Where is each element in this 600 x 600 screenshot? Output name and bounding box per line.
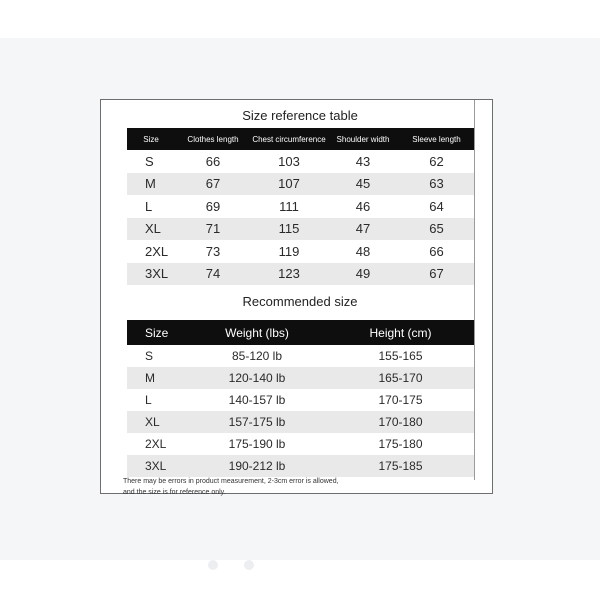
header-shoulder-width: Shoulder width xyxy=(327,128,399,150)
cell-weight: 140-157 lb xyxy=(187,389,327,411)
size-reference-table xyxy=(127,128,474,285)
table-row xyxy=(127,389,474,411)
header-height: Height (cm) xyxy=(327,320,474,345)
cell-height: 175-180 xyxy=(327,433,474,455)
cell-chest: 115 xyxy=(251,218,327,241)
cell-height: 155-165 xyxy=(327,345,474,367)
cell-weight: 157-175 lb xyxy=(187,411,327,433)
table-row xyxy=(127,150,474,173)
header-clothes-length: Clothes length xyxy=(175,128,251,150)
cell-weight: 120-140 lb xyxy=(187,367,327,389)
cell-size: 2XL xyxy=(127,240,175,263)
table-header-row xyxy=(127,128,474,150)
table-row xyxy=(127,173,474,196)
table-row xyxy=(127,240,474,263)
cell-height: 170-180 xyxy=(327,411,474,433)
carousel-dot[interactable] xyxy=(208,560,218,570)
cell-size: L xyxy=(127,195,175,218)
cell-size: M xyxy=(127,173,175,196)
table-row xyxy=(127,345,474,367)
table-row xyxy=(127,195,474,218)
cell-size: S xyxy=(127,150,175,173)
cell-sleeve: 67 xyxy=(399,263,474,286)
table-row xyxy=(127,455,474,477)
carousel-dots xyxy=(208,557,280,575)
note-line-1: There may be errors in product measurement, 2-3cm error is allowed, xyxy=(123,478,339,485)
table-row xyxy=(127,218,474,241)
cell-size: 2XL xyxy=(127,433,187,455)
table-header-row xyxy=(127,320,474,345)
header-chest-circumference: Chest circumference xyxy=(251,128,327,150)
cell-clothes-length: 71 xyxy=(175,218,251,241)
header-weight: Weight (lbs) xyxy=(187,320,327,345)
cell-clothes-length: 74 xyxy=(175,263,251,286)
cell-chest: 103 xyxy=(251,150,327,173)
cell-clothes-length: 73 xyxy=(175,240,251,263)
cell-clothes-length: 69 xyxy=(175,195,251,218)
cell-chest: 123 xyxy=(251,263,327,286)
cell-height: 175-185 xyxy=(327,455,474,477)
header-size: Size xyxy=(127,320,187,345)
cell-size: 3XL xyxy=(127,263,175,286)
cell-height: 165-170 xyxy=(327,367,474,389)
table-row xyxy=(127,433,474,455)
note-line-2: and the size is for reference only. xyxy=(123,489,226,496)
cell-shoulder: 45 xyxy=(327,173,399,196)
cell-sleeve: 62 xyxy=(399,150,474,173)
card-divider xyxy=(474,100,475,480)
carousel-dot[interactable] xyxy=(244,560,254,570)
size-reference-title: Size reference table xyxy=(242,108,358,123)
cell-weight: 85-120 lb xyxy=(187,345,327,367)
cell-weight: 175-190 lb xyxy=(187,433,327,455)
table-row xyxy=(127,367,474,389)
measurement-note xyxy=(123,476,423,498)
cell-sleeve: 66 xyxy=(399,240,474,263)
cell-shoulder: 46 xyxy=(327,195,399,218)
cell-sleeve: 63 xyxy=(399,173,474,196)
cell-chest: 107 xyxy=(251,173,327,196)
cell-size: L xyxy=(127,389,187,411)
cell-shoulder: 48 xyxy=(327,240,399,263)
cell-chest: 119 xyxy=(251,240,327,263)
cell-shoulder: 49 xyxy=(327,263,399,286)
table-row xyxy=(127,411,474,433)
cell-shoulder: 47 xyxy=(327,218,399,241)
cell-height: 170-175 xyxy=(327,389,474,411)
recommended-size-table xyxy=(127,320,474,477)
cell-clothes-length: 66 xyxy=(175,150,251,173)
cell-shoulder: 43 xyxy=(327,150,399,173)
cell-size: M xyxy=(127,367,187,389)
cell-sleeve: 65 xyxy=(399,218,474,241)
recommended-size-title: Recommended size xyxy=(242,294,358,309)
table-row xyxy=(127,263,474,286)
cell-size: XL xyxy=(127,411,187,433)
cell-sleeve: 64 xyxy=(399,195,474,218)
cell-size: XL xyxy=(127,218,175,241)
header-size: Size xyxy=(127,128,175,150)
cell-size: 3XL xyxy=(127,455,187,477)
cell-size: S xyxy=(127,345,187,367)
cell-chest: 111 xyxy=(251,195,327,218)
cell-clothes-length: 67 xyxy=(175,173,251,196)
cell-weight: 190-212 lb xyxy=(187,455,327,477)
header-sleeve-length: Sleeve length xyxy=(399,128,474,150)
